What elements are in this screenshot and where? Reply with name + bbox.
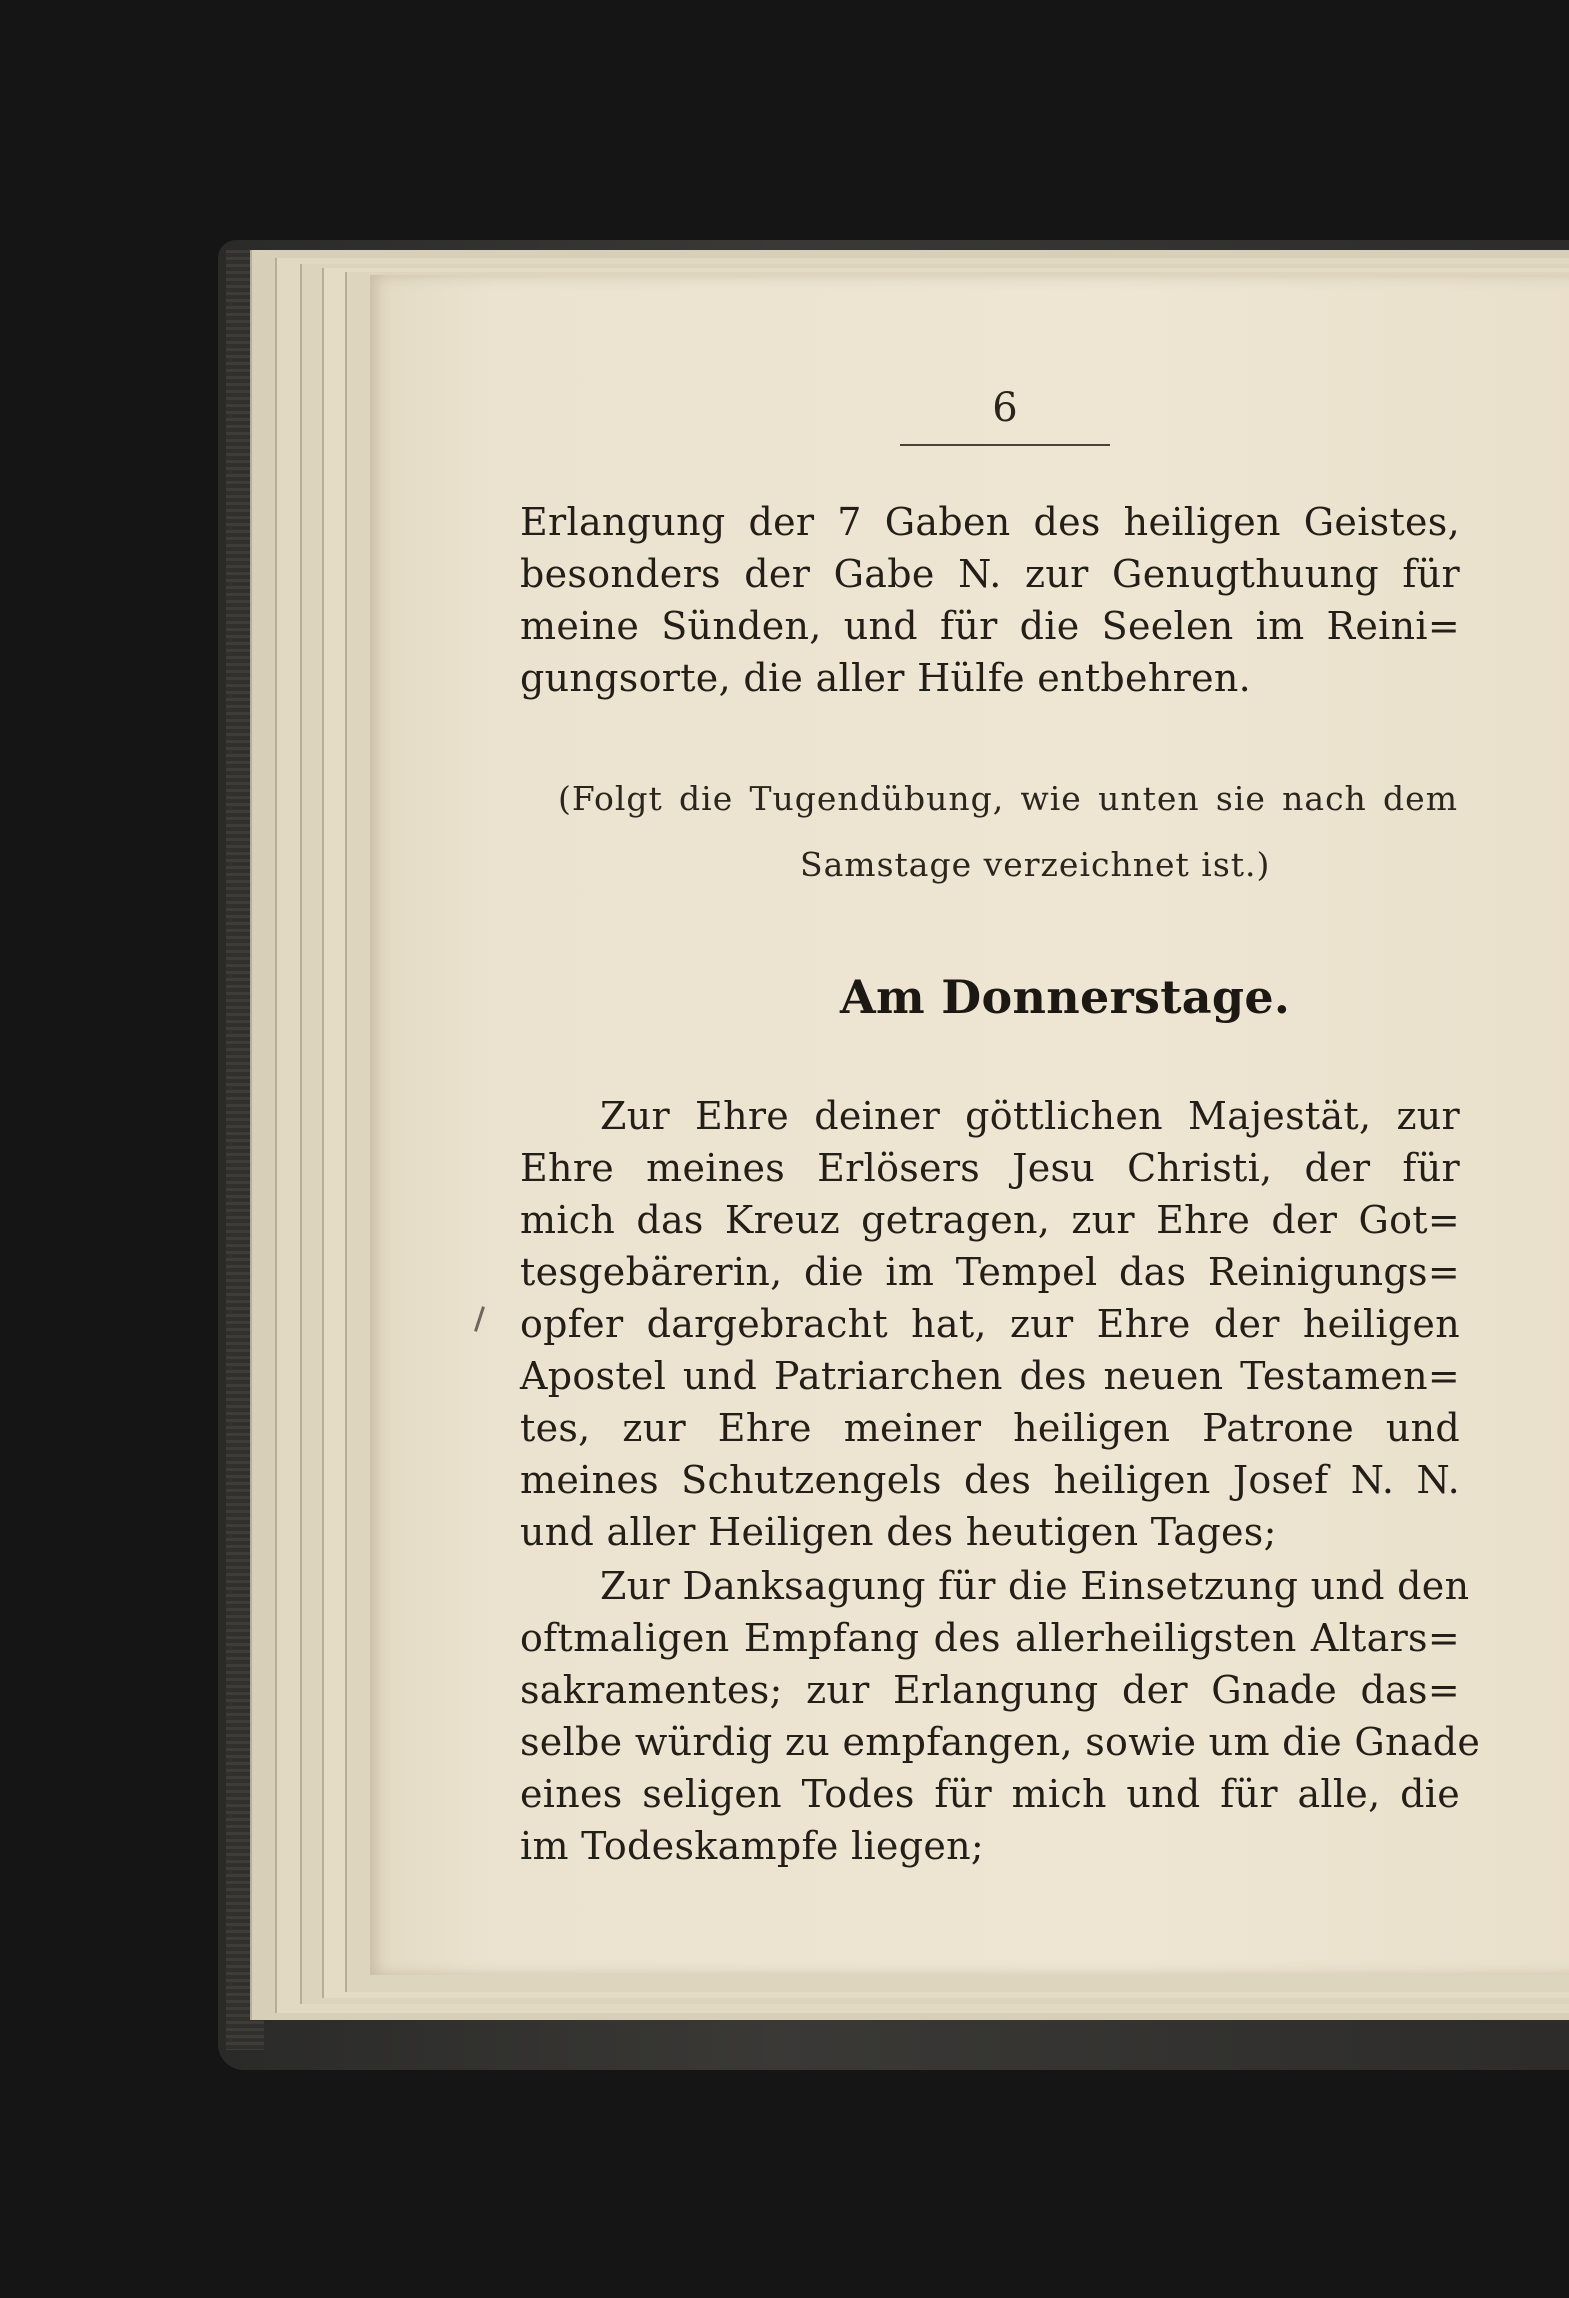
text-line: und aller Heiligen des heutigen Tages; (520, 1510, 1277, 1554)
page-number: 6 (992, 385, 1018, 431)
text-line: tesgebärerin, die im Tempel das Reinigungs= (520, 1250, 1460, 1294)
text-line: sakramentes; zur Erlangung der Gnade das= (520, 1668, 1460, 1712)
text-line: meine Sünden, und für die Seelen im Reini= (520, 604, 1460, 648)
text-line: oftmaligen Empfang des allerheiligsten Altars= (520, 1616, 1460, 1660)
text-line: mich das Kreuz getragen, zur Ehre der Got= (520, 1198, 1460, 1242)
text-line: opfer dargebracht hat, zur Ehre der heiligen (520, 1302, 1460, 1346)
text-line: besonders der Gabe N. zur Genugthuung für (520, 552, 1460, 596)
text-line: gungsorte, die aller Hülfe entbehren. (520, 656, 1252, 700)
text-line: tes, zur Ehre meiner heiligen Patrone und (520, 1406, 1460, 1450)
text-line: eines seligen Todes für mich und für alle, die (520, 1772, 1460, 1816)
header-rule (900, 444, 1110, 446)
text-line: Ehre meines Erlösers Jesu Christi, der für (520, 1146, 1460, 1190)
section-heading: Am Donnerstage. (840, 970, 1291, 1024)
text-line: selbe würdig zu empfangen, sowie um die Gnade (520, 1720, 1481, 1764)
text-line: meines Schutzengels des heiligen Josef N. N. (520, 1458, 1460, 1502)
text-line: Apostel und Patriarchen des neuen Testamen= (520, 1354, 1460, 1398)
note-line: Samstage verzeichnet ist.) (800, 845, 1271, 884)
text-line: Zur Danksagung für die Einsetzung und den (600, 1564, 1470, 1608)
text-line: Erlangung der 7 Gaben des heiligen Geistes, (520, 500, 1460, 544)
text-line: Zur Ehre deiner göttlichen Majestät, zur (600, 1094, 1460, 1138)
text-line: im Todeskampfe liegen; (520, 1824, 985, 1868)
note-line: (Folgt die Tugendübung, wie unten sie nach dem (558, 779, 1458, 818)
